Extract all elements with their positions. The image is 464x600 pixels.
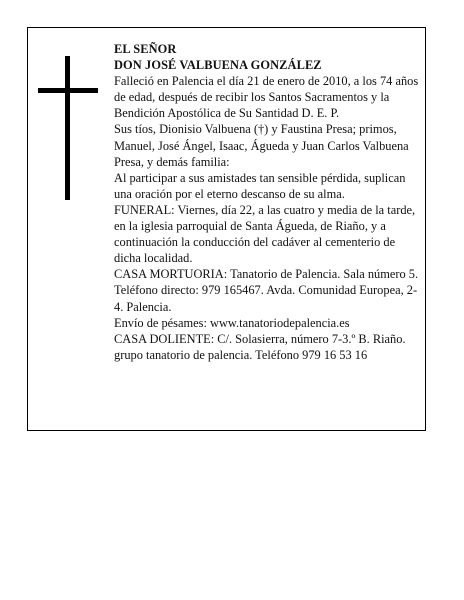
- cross-horizontal-bar: [38, 88, 98, 93]
- prayer-request: Al participar a sus amistades tan sensible pérdida, suplican una oración por el eterno descanso de su alma.: [114, 170, 406, 201]
- death-announcement: Falleció en Palencia el día 21 de enero de 2010, a los 74 años de edad, después de recibir los Santos Sacramentos y la Bendición Apostólica de Su Santidad D. E. P.: [114, 74, 419, 121]
- obituary-notice: [27, 27, 426, 431]
- cross-vertical-bar: [65, 56, 70, 200]
- funeral-details: FUNERAL: Viernes, día 22, a las cuatro y media de la tarde, en la iglesia parroquial de Santa Águeda, de Riaño, y a continuación la conducción del cadáver al cementerio de dicha localidad.: [114, 202, 416, 266]
- funeral-home-details: CASA MORTUORIA: Tanatorio de Palencia. Sala número 5. Teléfono directo: 979 165467. Avda. Comunidad Europea, 2-4. Palencia.: [114, 267, 419, 314]
- family-list: Sus tíos, Dionisio Valbuena (†) y Faustina Presa; primos, Manuel, José Ángel, Isaac, Águeda y Juan Carlos Valbuena Presa, y demás familia:: [114, 122, 409, 169]
- family-home-address: CASA DOLIENTE: C/. Solasierra, número 7-3.º B. Riaño.: [114, 331, 406, 346]
- notice-title-line-1: EL SEÑOR: [114, 42, 177, 56]
- notice-text: [114, 41, 420, 363]
- cross-icon: [38, 56, 98, 200]
- condolences-website: Envío de pésames: www.tanatoriodepalencia.es: [114, 315, 350, 330]
- funeral-group-contact: grupo tanatorio de palencia. Teléfono 979 16 53 16: [114, 347, 368, 362]
- deceased-name: DON JOSÉ VALBUENA GONZÁLEZ: [114, 58, 322, 73]
